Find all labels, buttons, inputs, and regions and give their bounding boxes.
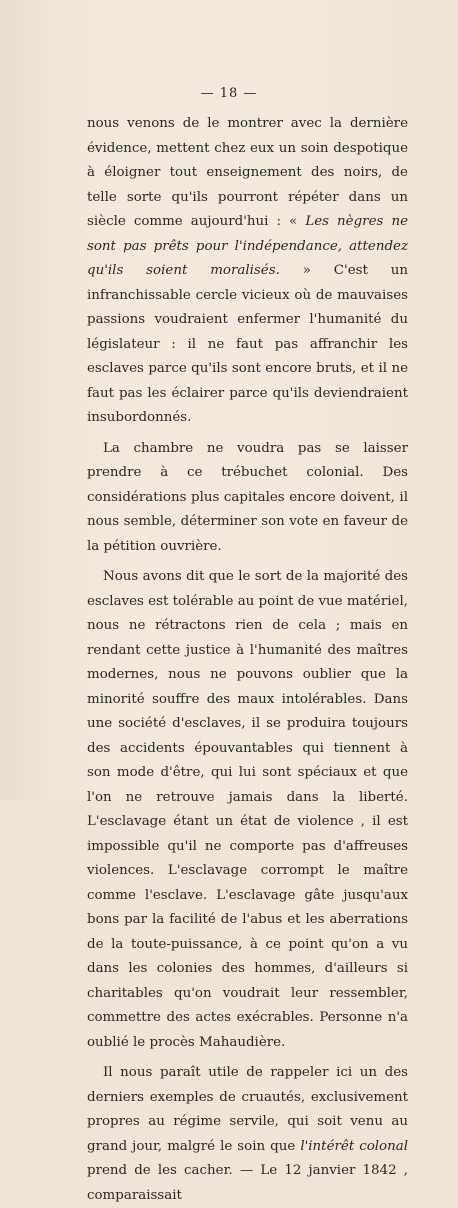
text-segment: prend de les cacher. — Le 12 janvier 1842 , comparaissait [87, 1163, 408, 1203]
italic-quote: Les nègres ne sont pas prêts pour l'indépendance, attendez qu'ils soient moralisés. [87, 214, 408, 278]
text-segment: » C'est un infranchissable cercle vicieux où de mauvaises passions voudraient enfermer l'humanité du législateur : il ne faut pas affranchir les esclaves parce qu'ils sont encore bruts, et il ne faut pas les éclairer parce qu'ils deviendraient insubordonnés. [87, 263, 408, 425]
text-segment: La chambre ne voudra pas se laisser prendre à ce trébuchet colonial. Des considérations plus capitales encore doivent, il nous semble, déterminer son vote en faveur de la pétition ouvrière. [87, 440, 408, 554]
text-segment: Nous avons dit que le sort de la majorité des esclaves est tolérable au point de vue matériel, nous ne rétractons rien de cela ; mais en rendant cette justice à l'humanité des maîtres modernes, nous ne pouvons oublier que la minorité souffre des maux intolérables. Dans une société d'esclaves, il se produira toujours des accidents épouvantables qui tiennent à son mode d'être, qui lui sont spéciaux et que l'on ne retrouve jamais dans la liberté. L'esclavage étant un état de violence , il est impossible qu'il ne comporte pas d'affreuses violences. L'esclavage corrompt le maître comme l'esclave. L'esclavage gâte jusqu'aux bons par la facilité de l'abus et les aberrations de la toute-puissance, à ce point qu'on a vu dans les colonies des hommes, d'ailleurs si charitables qu'on voudrait leur ressembler, commettre des actes exécrables. Personne n'a oublié le procès Mahaudière. [87, 569, 408, 1050]
paragraph-3 [87, 565, 408, 1055]
paragraph-1 [87, 112, 408, 431]
body-text [87, 112, 408, 1208]
paragraph-2 [87, 437, 408, 560]
italic-phrase: l'intérêt colonal [300, 1138, 409, 1154]
page-number: — 18 — [200, 86, 258, 101]
text-segment: nous venons de le montrer avec la dernière évidence, mettent chez eux un soin despotique à éloigner tout enseignement des noirs, de telle sorte qu'ils pourront répéter dans un siècle comme aujourd'hui : « [87, 116, 408, 229]
paragraph-4 [87, 1061, 408, 1208]
text-segment: Il nous paraît utile de rappeler ici un des derniers exemples de cruautés, exclusivement propres au régime servile, qui soit venu au grand jour, malgré le soin que [87, 1065, 408, 1154]
